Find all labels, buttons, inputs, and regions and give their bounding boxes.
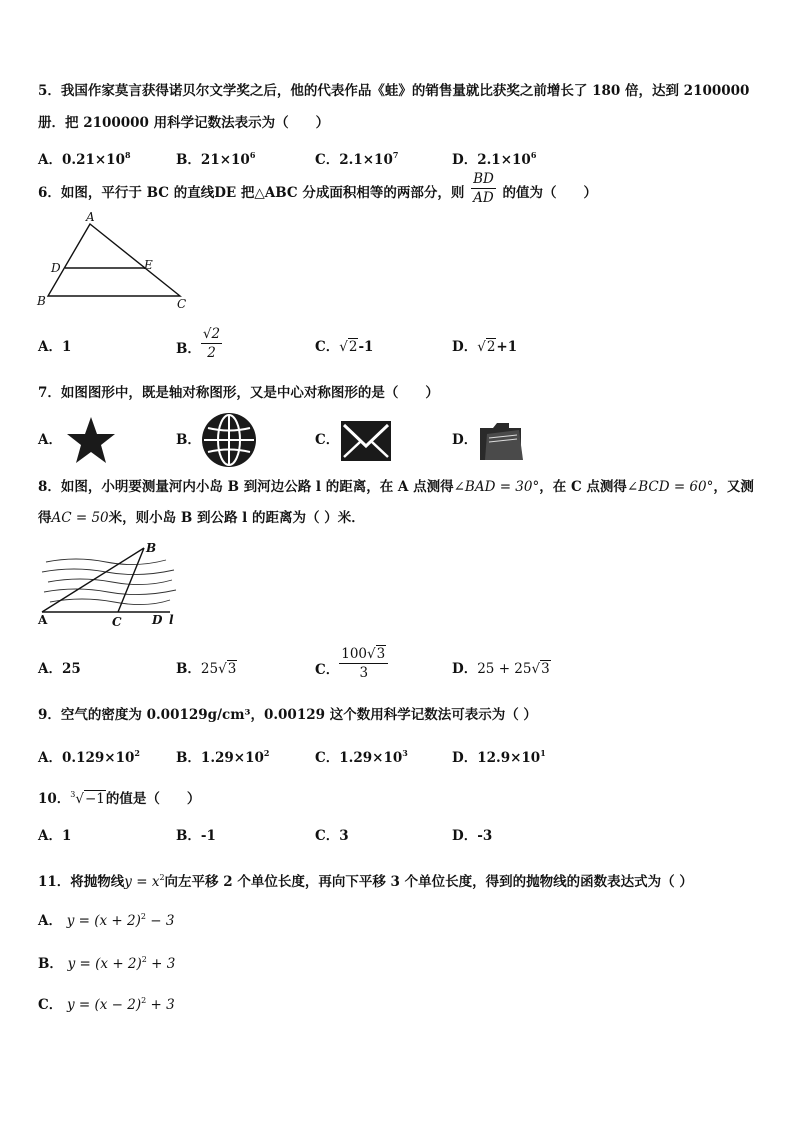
q10-option-d[interactable]: D．-3 [452,828,493,844]
star-icon [64,414,118,466]
q6-label-e: E [144,258,153,272]
q10-option-c[interactable]: C．3 [315,828,349,844]
q8-label-c: C [112,615,122,629]
q10-stem: 10．$^3$√−1的值是（ ） [38,790,201,807]
q6-triangle-figure [34,212,194,312]
q7-option-d[interactable]: D． [452,432,478,448]
q8-stem-line1: 8．如图，小明要测量河内小岛 B 到河边公路 l 的距离，在 A 点测得∠BAD = 30°，在 C 点测得∠BCD = 60°，又测 [38,479,754,495]
q9-option-a[interactable]: A．$0.129\times 10^2$ [38,748,140,766]
q5-stem-line1: 5．我国作家莫言获得诺贝尔文学奖之后，他的代表作品《蛙》的销售量就比获奖之前增长了 180 倍，达到 2100000 [38,83,750,99]
folder-icon [477,416,527,464]
globe-icon [200,411,258,469]
q11-option-a[interactable]: A． $y = (x + 2)^2 - 3$ [38,912,175,929]
q5-option-b[interactable]: B．$21\times 10^6$ [176,150,256,168]
q6-label-d: D [51,261,61,275]
q10-option-a[interactable]: A．1 [38,828,72,844]
q10-option-b[interactable]: B．-1 [176,828,216,844]
q8-option-c[interactable]: C． $\frac{100√3}{3}$ [315,659,388,682]
q11-option-b[interactable]: B． $y = (x + 2)^2 + 3$ [38,955,176,972]
q6-option-b[interactable]: B． $\frac{√2}{2}$ [176,326,221,361]
q8-label-a: A [38,613,48,627]
q6-stem: 6．如图，平行于 BC 的直线DE 把△ABC 分成面积相等的两部分，则 $\frac{BD}{AD}$ 的值为（ ） [38,171,598,206]
q9-option-d[interactable]: D．$12.9\times 10^1$ [452,748,546,766]
q5-option-a[interactable]: A．$0.21\times 10^8$ [38,150,131,168]
q5-option-c[interactable]: C．$2.1\times 10^7$ [315,150,399,168]
q9-option-c[interactable]: C．$1.29\times 10^3$ [315,748,408,766]
q8-river-figure [36,542,186,630]
q7-stem: 7．如图图形中，既是轴对称图形，又是中心对称图形的是（ ） [38,385,439,401]
q8-label-l: l [169,613,174,627]
q6-label-b: B [37,294,46,308]
q9-stem: 9．空气的密度为 0.00129g/cm³，0.00129 这个数用科学记数法可表示为（ ） [38,707,537,723]
q6-option-c[interactable]: C．√2-1 [315,339,374,355]
q8-label-d: D [152,613,163,627]
q8-label-b: B [146,541,157,555]
q5-option-d[interactable]: D．$2.1\times 10^6$ [452,150,537,168]
q6-option-a[interactable]: A．1 [38,339,72,355]
q6-option-d[interactable]: D．√2+1 [452,339,518,355]
q8-stem-line2: 得AC = 50米，则小岛 B 到公路 l 的距离为（ ）米． [38,510,365,526]
q5-stem-line2: 册．把 2100000 用科学记数法表示为（ ） [38,115,330,131]
q8-option-a[interactable]: A．25 [38,661,81,677]
q6-label-c: C [177,297,187,311]
q7-option-c[interactable]: C． [315,432,340,448]
q6-fraction: $\frac{BD}{AD}$ [473,171,494,206]
q7-option-a[interactable]: A． [38,432,62,448]
q9-option-b[interactable]: B．$1.29\times 10^2$ [176,748,270,766]
q6-label-a: A [86,210,95,224]
q11-option-c[interactable]: C． $y = (x - 2)^2 + 3$ [38,996,175,1013]
q7-option-b[interactable]: B． [176,432,201,448]
q11-stem: 11．将抛物线$y = x^2$向左平移 2 个单位长度，再向下平移 3 个单位长度，得到的抛物线的函数表达式为（ ） [38,873,693,890]
envelope-icon [339,418,393,464]
q8-option-b[interactable]: B．25√3 [176,661,237,677]
q8-option-d[interactable]: D．25 + 25√3 [452,661,550,677]
